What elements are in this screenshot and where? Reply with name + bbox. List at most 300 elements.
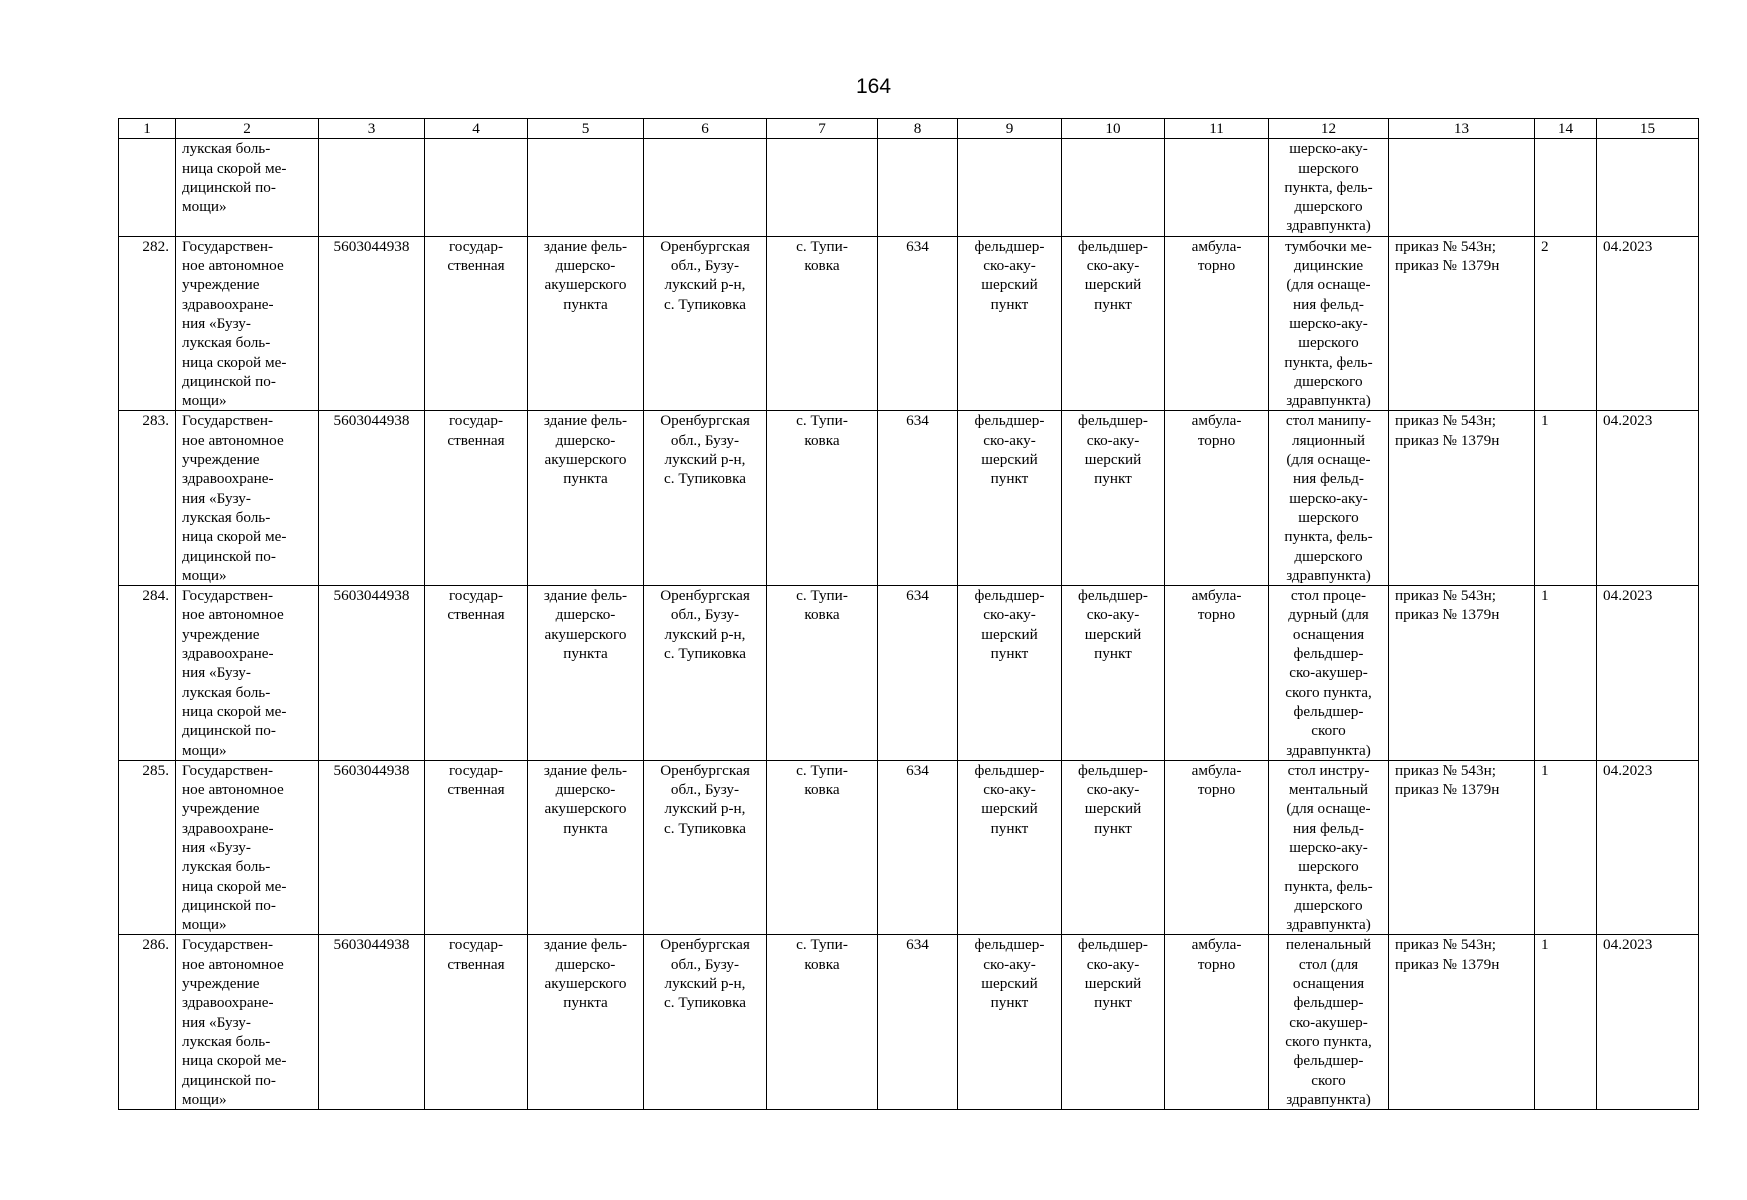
text-line: ско-аку- [1086, 955, 1140, 973]
cell-code: 634 [878, 935, 958, 1110]
cell-number: 282. [119, 236, 176, 411]
text-line: Государствен- [182, 237, 274, 255]
cell-building [528, 139, 644, 236]
text-line: с. Тупиковка [664, 819, 746, 837]
text-line: здание фель- [543, 587, 628, 605]
text-line: ментальный [1288, 781, 1369, 799]
cell-quantity [1535, 139, 1597, 236]
table-header [119, 119, 1699, 139]
text-line: стол (для [1298, 955, 1359, 973]
text-line: с. Тупиковка [664, 470, 746, 488]
text-line: шерского [1298, 508, 1359, 526]
text-line: дицинской по- [182, 896, 276, 914]
text-line: Оренбургская [660, 237, 750, 255]
text-line: торно [1197, 781, 1236, 799]
cell-number [119, 139, 176, 236]
text-line: шерский [1084, 451, 1142, 469]
text-line: ковка [804, 257, 840, 275]
cell-col-10 [1062, 236, 1165, 411]
text-line: лукский р-н, [664, 625, 746, 643]
cell-orders [1389, 935, 1535, 1110]
text-line: фельдшер- [1078, 936, 1148, 954]
text-line: шерский [981, 625, 1038, 643]
text-line: ница скорой ме- [182, 159, 287, 177]
cell-inn: 5603044938 [319, 411, 425, 586]
cell-ownership [425, 236, 528, 411]
text-line: ния фельд- [1293, 295, 1364, 313]
text-line: государ- [448, 237, 504, 255]
text-line: акушерского [544, 800, 627, 818]
text-line: шерский [1084, 625, 1142, 643]
text-line: ского [1311, 1071, 1346, 1089]
text-line: мощи» [182, 198, 227, 216]
cell-item [1269, 586, 1389, 761]
text-line: лукский р-н, [664, 975, 746, 993]
text-line: акушерского [544, 975, 627, 993]
cell-organization [176, 411, 319, 586]
text-line: лукская боль- [182, 858, 271, 876]
cell-quantity: 1 [1535, 935, 1597, 1110]
cell-col-9 [958, 411, 1062, 586]
text-line: ница скорой ме- [182, 353, 287, 371]
text-line: (для оснаще- [1286, 276, 1371, 294]
text-line: с. Тупи- [796, 237, 848, 255]
text-line: приказ № 1379н [1395, 955, 1500, 973]
text-line: здравоохране- [182, 819, 274, 837]
text-line: ственная [447, 431, 505, 449]
cell-inn: 5603044938 [319, 236, 425, 411]
text-line: (для оснаще- [1286, 451, 1371, 469]
cell-number: 285. [119, 760, 176, 935]
cell-organization [176, 935, 319, 1110]
text-line: амбула- [1191, 412, 1242, 430]
text-line: фельдшер- [1078, 412, 1148, 430]
text-line: шерско-аку- [1289, 314, 1368, 332]
cell-col-9 [958, 586, 1062, 761]
text-line: ница скорой ме- [182, 1052, 287, 1070]
text-line: фельдшер- [1293, 645, 1364, 663]
text-line: ковка [804, 606, 840, 624]
text-line: дшерско- [555, 431, 616, 449]
cell-address [644, 236, 767, 411]
column-header-2: 2 [176, 119, 319, 139]
cell-number: 286. [119, 935, 176, 1110]
table-body [119, 139, 1699, 1110]
text-line: ского [1311, 722, 1346, 740]
text-line: ния «Бузу- [182, 838, 251, 856]
cell-date: 04.2023 [1597, 935, 1699, 1110]
text-line: ственная [447, 257, 505, 275]
text-line: пункт [990, 645, 1029, 663]
text-line: дицинские [1293, 257, 1364, 275]
column-header-1: 1 [119, 119, 176, 139]
text-line: шерский [981, 800, 1038, 818]
text-line: ско-аку- [1086, 431, 1140, 449]
text-line: фельдшер- [1293, 702, 1364, 720]
cell-date: 04.2023 [1597, 236, 1699, 411]
column-header-5: 5 [528, 119, 644, 139]
text-line: шерский [1084, 800, 1142, 818]
text-line: ско-аку- [983, 606, 1036, 624]
text-line: ско-аку- [1086, 606, 1140, 624]
text-line: ное автономное [182, 431, 284, 449]
text-line: торно [1197, 257, 1236, 275]
cell-col-9 [958, 236, 1062, 411]
text-line: ния фельд- [1293, 470, 1364, 488]
text-line: лукский р-н, [664, 451, 746, 469]
text-line: пункта, фель- [1284, 877, 1373, 895]
cell-inn: 5603044938 [319, 586, 425, 761]
text-line: дурный (для [1288, 606, 1369, 624]
cell-code: 634 [878, 411, 958, 586]
cell-col-11 [1165, 411, 1269, 586]
text-line: ского пункта, [1285, 1032, 1372, 1050]
text-line: амбула- [1191, 587, 1242, 605]
cell-number: 283. [119, 411, 176, 586]
cell-ownership [425, 760, 528, 935]
text-line: Государствен- [182, 936, 274, 954]
text-line: приказ № 543н; [1395, 761, 1496, 779]
cell-quantity: 1 [1535, 586, 1597, 761]
text-line: ница скорой ме- [182, 702, 287, 720]
column-header-3: 3 [319, 119, 425, 139]
cell-col-11 [1165, 760, 1269, 935]
text-line: ния «Бузу- [182, 314, 251, 332]
text-line: ния «Бузу- [182, 489, 251, 507]
text-line: учреждение [182, 625, 260, 643]
text-line: дшерского [1294, 896, 1363, 914]
text-line: ния фельд- [1293, 819, 1364, 837]
cell-col-11 [1165, 935, 1269, 1110]
text-line: ное автономное [182, 606, 284, 624]
text-line: пункт [990, 994, 1029, 1012]
table-row [119, 935, 1699, 1110]
text-line: дицинской по- [182, 722, 276, 740]
text-line: дицинской по- [182, 178, 276, 196]
text-line: стол инстру- [1287, 761, 1370, 779]
text-line: амбула- [1191, 761, 1242, 779]
text-line: здравпункта) [1286, 566, 1371, 584]
cell-address [644, 760, 767, 935]
text-line: амбула- [1191, 936, 1242, 954]
cell-locality [767, 139, 878, 236]
cell-date: 04.2023 [1597, 586, 1699, 761]
cell-col-10 [1062, 411, 1165, 586]
cell-col-10 [1062, 760, 1165, 935]
cell-col-9 [958, 760, 1062, 935]
text-line: Государствен- [182, 587, 274, 605]
column-header-6: 6 [644, 119, 767, 139]
text-line: фельдшер- [974, 412, 1045, 430]
text-line: здравоохране- [182, 470, 274, 488]
text-line: ковка [804, 781, 840, 799]
cell-locality [767, 236, 878, 411]
text-line: приказ № 543н; [1395, 587, 1496, 605]
text-line: торно [1197, 606, 1236, 624]
cell-item [1269, 760, 1389, 935]
continuation-row [119, 139, 1699, 236]
text-line: здравпункта) [1286, 392, 1371, 410]
text-line: ственная [447, 606, 505, 624]
table-row [119, 411, 1699, 586]
text-line: дшерско- [555, 781, 616, 799]
cell-item [1269, 411, 1389, 586]
text-line: дицинской по- [182, 547, 276, 565]
text-line: фельдшер- [1293, 994, 1364, 1012]
text-line: оснащения [1292, 625, 1365, 643]
text-line: ско-аку- [983, 955, 1036, 973]
text-line: здравоохране- [182, 994, 274, 1012]
text-line: пункт [1094, 645, 1132, 663]
text-line: стол проце- [1290, 587, 1367, 605]
text-line: здравпункта) [1286, 916, 1371, 934]
text-line: ско-аку- [983, 781, 1036, 799]
cell-organization [176, 236, 319, 411]
text-line: с. Тупи- [796, 761, 848, 779]
table-row [119, 236, 1699, 411]
text-line: пункт [1094, 819, 1132, 837]
text-line: шерско-аку- [1289, 489, 1368, 507]
text-line: здравоохране- [182, 645, 274, 663]
text-line: ско-аку- [1086, 781, 1140, 799]
cell-locality [767, 760, 878, 935]
cell-building [528, 586, 644, 761]
text-line: торно [1197, 431, 1236, 449]
text-line: приказ № 1379н [1395, 781, 1500, 799]
cell-address [644, 586, 767, 761]
text-line: пункт [1094, 295, 1132, 313]
text-line: обл., Бузу- [670, 606, 740, 624]
cell-code [878, 139, 958, 236]
text-line: приказ № 1379н [1395, 431, 1500, 449]
text-line: мощи» [182, 566, 227, 584]
cell-building [528, 760, 644, 935]
text-line: лукская боль- [182, 508, 271, 526]
column-header-9: 9 [958, 119, 1062, 139]
text-line: обл., Бузу- [670, 431, 740, 449]
text-line: лукская боль- [182, 683, 271, 701]
text-line: лукский р-н, [664, 276, 746, 294]
text-line: фельдшер- [974, 936, 1045, 954]
text-line: шерского [1298, 334, 1359, 352]
text-line: с. Тупиковка [664, 295, 746, 313]
text-line: пункт [1094, 994, 1132, 1012]
cell-orders [1389, 586, 1535, 761]
text-line: обл., Бузу- [670, 781, 740, 799]
text-line: акушерского [544, 625, 627, 643]
text-line: здравпункта) [1286, 1090, 1371, 1108]
text-line: обл., Бузу- [670, 257, 740, 275]
text-line: ско-аку- [983, 431, 1036, 449]
text-line: мощи» [182, 916, 227, 934]
text-line: ница скорой ме- [182, 528, 287, 546]
text-line: приказ № 1379н [1395, 606, 1500, 624]
table-row [119, 586, 1699, 761]
text-line: пункта [563, 470, 608, 488]
cell-orders [1389, 139, 1535, 236]
cell-quantity: 1 [1535, 760, 1597, 935]
table-row [119, 760, 1699, 935]
text-line: ского пункта, [1285, 683, 1372, 701]
text-line: ственная [447, 781, 505, 799]
cell-building [528, 935, 644, 1110]
text-line: государ- [448, 936, 504, 954]
text-line: (для оснаще- [1286, 800, 1371, 818]
text-line: пункта [563, 295, 608, 313]
text-line: учреждение [182, 276, 260, 294]
text-line: с. Тупи- [796, 412, 848, 430]
text-line: ковка [804, 955, 840, 973]
cell-col-11 [1165, 586, 1269, 761]
cell-date [1597, 139, 1699, 236]
cell-building [528, 411, 644, 586]
column-header-15: 15 [1597, 119, 1699, 139]
text-line: дшерского [1294, 547, 1363, 565]
text-line: дшерского [1294, 372, 1363, 390]
cell-building [528, 236, 644, 411]
cell-locality [767, 586, 878, 761]
text-line: с. Тупи- [796, 587, 848, 605]
cell-quantity: 2 [1535, 236, 1597, 411]
cell-col-11 [1165, 236, 1269, 411]
header-row [119, 119, 1699, 139]
text-line: здравоохране- [182, 295, 274, 313]
cell-col-9 [958, 935, 1062, 1110]
text-line: пункта, фель- [1284, 178, 1373, 196]
cell-item [1269, 139, 1389, 236]
cell-ownership [425, 586, 528, 761]
text-line: государ- [448, 587, 504, 605]
text-line: тумбочки ме- [1285, 237, 1372, 255]
text-line: мощи» [182, 1090, 227, 1108]
cell-address [644, 139, 767, 236]
text-line: пункт [990, 295, 1029, 313]
text-line: лукский р-н, [664, 800, 746, 818]
text-line: здание фель- [543, 936, 628, 954]
text-line: здравпункта) [1286, 217, 1371, 235]
register-table [118, 118, 1699, 1110]
column-header-4: 4 [425, 119, 528, 139]
text-line: шерский [1084, 276, 1142, 294]
column-header-7: 7 [767, 119, 878, 139]
text-line: дицинской по- [182, 1071, 276, 1089]
cell-organization [176, 139, 319, 236]
cell-item [1269, 935, 1389, 1110]
text-line: стол манипу- [1285, 412, 1372, 430]
cell-col-10 [1062, 139, 1165, 236]
text-line: обл., Бузу- [670, 955, 740, 973]
text-line: фельдшер- [1078, 587, 1148, 605]
text-line: шерский [981, 451, 1038, 469]
cell-orders [1389, 411, 1535, 586]
column-header-11: 11 [1165, 119, 1269, 139]
text-line: с. Тупи- [796, 936, 848, 954]
text-line: ное автономное [182, 257, 284, 275]
text-line: учреждение [182, 800, 260, 818]
text-line: фельдшер- [974, 761, 1045, 779]
text-line: ния «Бузу- [182, 1013, 251, 1031]
cell-address [644, 411, 767, 586]
text-line: ско-аку- [1086, 257, 1140, 275]
cell-locality [767, 935, 878, 1110]
text-line: фельдшер- [974, 587, 1045, 605]
text-line: ное автономное [182, 781, 284, 799]
text-line: фельдшер- [1078, 761, 1148, 779]
column-header-12: 12 [1269, 119, 1389, 139]
text-line: мощи» [182, 741, 227, 759]
text-line: акушерского [544, 276, 627, 294]
text-line: пункта [563, 994, 608, 1012]
text-line: здание фель- [543, 237, 628, 255]
text-line: шерско-аку- [1289, 140, 1368, 158]
cell-number: 284. [119, 586, 176, 761]
column-header-10: 10 [1062, 119, 1165, 139]
text-line: фельдшер- [1293, 1052, 1364, 1070]
text-line: ница скорой ме- [182, 877, 287, 895]
text-line: шерского [1298, 159, 1359, 177]
cell-item [1269, 236, 1389, 411]
text-line: Оренбургская [660, 936, 750, 954]
text-line: ственная [447, 955, 505, 973]
text-line: пункта [563, 819, 608, 837]
cell-inn: 5603044938 [319, 935, 425, 1110]
cell-inn [319, 139, 425, 236]
cell-code: 634 [878, 236, 958, 411]
text-line: шерский [1084, 975, 1142, 993]
cell-code: 634 [878, 760, 958, 935]
text-line: оснащения [1292, 975, 1365, 993]
text-line: Государствен- [182, 761, 274, 779]
cell-col-11 [1165, 139, 1269, 236]
text-line: государ- [448, 761, 504, 779]
text-line: дшерского [1294, 198, 1363, 216]
text-line: Оренбургская [660, 587, 750, 605]
cell-organization [176, 760, 319, 935]
column-header-13: 13 [1389, 119, 1535, 139]
text-line: ско-акушер- [1289, 664, 1368, 682]
text-line: Оренбургская [660, 761, 750, 779]
text-line: пеленальный [1285, 936, 1372, 954]
text-line: ния «Бузу- [182, 664, 251, 682]
cell-address [644, 935, 767, 1110]
text-line: приказ № 543н; [1395, 936, 1496, 954]
text-line: Государствен- [182, 412, 274, 430]
text-line: ско-аку- [983, 257, 1036, 275]
text-line: ляционный [1291, 431, 1365, 449]
text-line: дшерско- [555, 257, 616, 275]
column-header-14: 14 [1535, 119, 1597, 139]
cell-orders [1389, 760, 1535, 935]
text-line: Оренбургская [660, 412, 750, 430]
text-line: шерский [981, 276, 1038, 294]
cell-col-9 [958, 139, 1062, 236]
text-line: ное автономное [182, 955, 284, 973]
text-line: мощи» [182, 392, 227, 410]
text-line: пункт [990, 470, 1029, 488]
text-line: ско-акушер- [1289, 1013, 1368, 1031]
cell-orders [1389, 236, 1535, 411]
cell-locality [767, 411, 878, 586]
cell-quantity: 1 [1535, 411, 1597, 586]
text-line: пункт [990, 819, 1029, 837]
cell-date: 04.2023 [1597, 760, 1699, 935]
text-line: приказ № 543н; [1395, 412, 1496, 430]
text-line: дшерско- [555, 955, 616, 973]
cell-date: 04.2023 [1597, 411, 1699, 586]
text-line: здание фель- [543, 761, 628, 779]
cell-ownership [425, 139, 528, 236]
text-line: здравпункта) [1286, 741, 1371, 759]
